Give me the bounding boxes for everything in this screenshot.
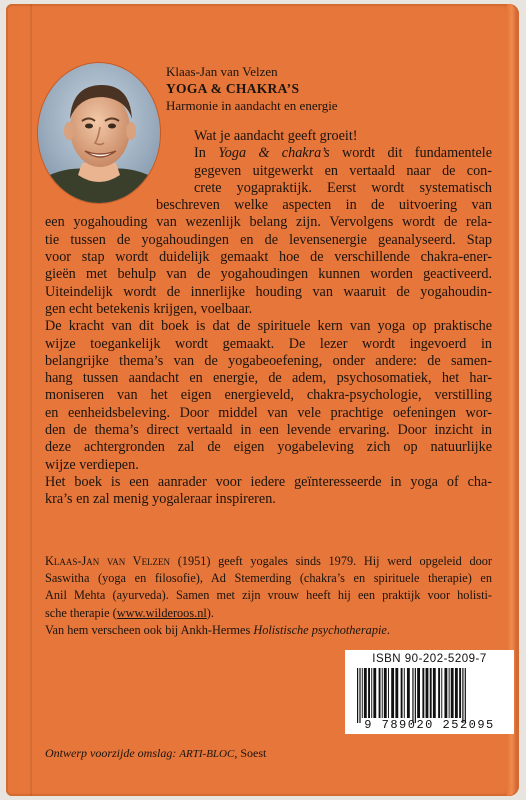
bio-line: Anil Mehta (ayurveda). Samen met zijn vrouw heeft hij een praktijk voor holisti- — [45, 588, 492, 603]
blurb-line: wijze verdiepen. — [45, 456, 139, 473]
book-title: YOGA & CHAKRA’S — [166, 81, 300, 96]
blurb-line: kra’s en zal menig yogaleraar inspireren. — [45, 491, 276, 508]
barcode-bar — [415, 668, 416, 723]
blurb-line: tie tussen de yogahoudingen en de levensenergie geanalyseerd. Stap — [45, 231, 492, 248]
barcode-bar — [359, 668, 360, 723]
blurb-line: gen echt betekenis krijgen, voelbaar. — [45, 300, 253, 317]
barcode-bar — [426, 668, 429, 718]
blurb-line: gieën met behulp van de yogahoudingen kunnen worden geactiveerd. — [45, 266, 492, 283]
barcode-bar — [364, 668, 367, 718]
barcode-bar — [455, 668, 458, 718]
blurb-line: De kracht van dit boek is dat de spirituele kern van yoga op praktische — [45, 318, 492, 335]
barcode-bar — [433, 668, 436, 718]
barcode-bar — [388, 668, 389, 718]
barcode-bar — [438, 668, 440, 718]
barcode-bar — [462, 668, 463, 723]
barcode-bar — [459, 668, 461, 718]
barcode-bar — [384, 668, 387, 718]
blurb-text — [45, 128, 492, 509]
book-back-cover — [6, 4, 519, 796]
blurb-line: deze achtergronden zal de eigen yogabeleving zich op natuurlijke — [45, 439, 492, 456]
blurb-line: Wat je aandacht geeft groeit! — [194, 128, 358, 144]
blurb-line: Uiteindelijk wordt de innerlijke houding van waaruit de yogahoudin- — [45, 283, 492, 300]
barcode-bar — [395, 668, 398, 718]
blurb-line: In Yoga & chakra’s wordt dit fundamentele — [194, 145, 492, 162]
cover-design-credit: Ontwerp voorzijde omslag: ARTI-BLOC, Soest — [45, 746, 267, 760]
bio-author-name: Klaas-Jan van Velzen — [45, 554, 171, 568]
barcode-bar — [417, 668, 420, 718]
author-name: Klaas-Jan van Velzen — [166, 64, 278, 79]
blurb-line: crete yogapraktijk. Eerst wordt systematisch — [194, 179, 492, 196]
blurb-line: Het boek is een aanrader voor iedere geïnteresseerde in yoga of cha- — [45, 473, 492, 490]
isbn-number: ISBN 90-202-5209-7 — [372, 653, 487, 665]
blurb-line: gegeven uitgewerkt en vertaald naar de con- — [194, 162, 492, 179]
barcode-bar — [449, 668, 450, 718]
blurb-line: moniseren van het eigen energieveld, chakra-psychologie, verstilling — [45, 387, 492, 404]
barcode-bar — [404, 668, 405, 718]
barcode-bar — [357, 668, 358, 723]
barcode-digits: 9 789020 252095 — [364, 718, 495, 732]
bio-line: Saswitha (yoga en filosofie), Ad Stemerding (chakra’s en spirituele therapie) en — [45, 571, 492, 586]
blurb-line: voor stap wordt duidelijk gemaakt hoe de verschillende chakra-ener- — [45, 249, 492, 266]
barcode-bar — [379, 668, 381, 718]
barcode-bar — [412, 668, 413, 723]
barcode-bar — [407, 668, 410, 718]
blurb-line: den de thema’s direct vertaald in een levende ervaring. Door inzicht in — [45, 422, 492, 439]
other-book-title: Holistische psychotherapie — [253, 622, 387, 637]
barcode-bar — [362, 668, 363, 718]
website-link[interactable]: www.wilderoos.nl — [116, 605, 207, 620]
cover-hinge — [30, 4, 32, 796]
bio-line: Van hem verscheen ook bij Ankh-Hermes Holistische psychotherapie. — [45, 622, 390, 637]
barcode-bar — [465, 668, 466, 723]
barcode-bar — [444, 668, 447, 718]
author-bio — [45, 553, 492, 639]
blurb-line: en eenheidsbeleving. Door middel van vele prachtige oefeningen wor- — [45, 404, 492, 421]
blurb-line: belangrijke thema’s van de yogabeoefening, onder andere: de samen- — [45, 352, 492, 369]
barcode-bar — [441, 668, 442, 718]
blurb-line: beschreven welke aspecten in de uitvoering van — [156, 197, 492, 214]
barcode-bar — [371, 668, 372, 718]
design-studio: ARTI-BLOC — [179, 748, 235, 760]
barcode-bar — [391, 668, 394, 718]
bio-line: sche therapie (www.wilderoos.nl). — [45, 605, 214, 620]
book-subtitle: Harmonie in aandacht en energie — [166, 98, 338, 113]
bio-line: Klaas-Jan van Velzen (1951) geeft yogales sinds 1979. Hij werd opgeleid door — [45, 554, 492, 568]
blurb-line: wijze toegankelijk wordt gemaakt. De lezer wordt ingevoerd in — [45, 335, 492, 352]
barcode-bar — [430, 668, 432, 718]
blurb-line: een yogahouding van wezenlijk belang zijn. Vervolgens wordt de rela- — [45, 214, 492, 231]
isbn-barcode — [345, 650, 514, 734]
barcode-bar — [382, 668, 383, 718]
barcode-bar — [368, 668, 370, 718]
barcode-bar — [422, 668, 424, 718]
blurb-line: hang tussen aandacht en energie, de adem, psychosomatiek, het har- — [45, 370, 492, 387]
barcode-bar — [401, 668, 403, 718]
barcode-bar — [451, 668, 454, 718]
barcode-bar — [373, 668, 376, 718]
